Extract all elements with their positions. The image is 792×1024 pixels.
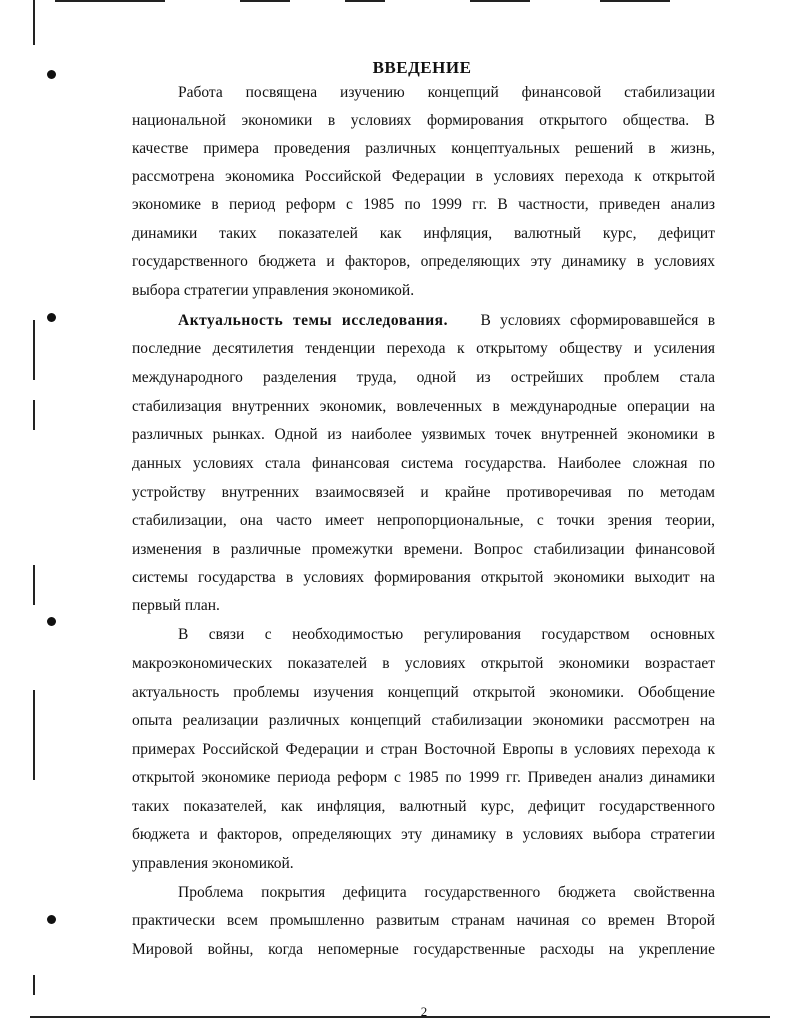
scan-margin-line [33, 0, 35, 45]
binder-hole-mark [47, 617, 56, 626]
text-line: последние десятилетия тенденции перехода к открытому обществу и усиления [132, 340, 715, 357]
text-line: системы государства в условиях формирования открытой экономики выходит на [132, 569, 715, 586]
text-line: управления экономикой. [132, 855, 294, 872]
text-line: В связи с необходимостью регулирования государством основных [178, 626, 715, 643]
scan-margin-line [33, 565, 35, 605]
binder-hole-mark [47, 915, 56, 924]
text-line: бюджета и факторов, определяющих эту динамику в условиях выбора стратегии [132, 826, 715, 843]
text-line: выбора стратегии управления экономикой. [132, 282, 415, 299]
text-line: Проблема покрытия дефицита государственного бюджета свойственна [178, 884, 715, 901]
section-heading: Актуальность темы исследования. [178, 312, 448, 329]
scan-margin-line [33, 975, 35, 995]
scan-artifact-top-3 [345, 0, 385, 2]
text-line: изменения в различные промежутки времени. Вопрос стабилизации финансовой [132, 541, 715, 558]
text-line: стабилизации, она часто имеет непропорциональные, с точки зрения теории, [132, 512, 715, 529]
scan-artifact-top-5 [600, 0, 670, 2]
text-fragment: В условиях сформировавшейся в [480, 312, 716, 329]
text-line: качестве примера проведения различных концептуальных решений в жизнь, [132, 140, 715, 157]
text-line: опыта реализации различных концепций стабилизации экономики рассмотрен на [132, 712, 715, 729]
scan-artifact-top-2 [240, 0, 290, 2]
text-line: стабилизация внутренних экономик, вовлеченных в международные операции на [132, 398, 715, 415]
scan-artifact-top-1 [55, 0, 165, 2]
text-line: рассмотрена экономика Российской Федерации в условиях перехода к открытой [132, 168, 715, 185]
scan-artifact-top-4 [470, 0, 530, 2]
scan-margin-line [33, 320, 35, 380]
text-line: практически всем промышленно развитым странам начиная со времен Второй [132, 912, 715, 929]
text-line: динамики таких показателей как инфляция, валютный курс, дефицит [132, 225, 715, 242]
text-line: международного разделения труда, одной из острейших проблем стала [132, 369, 715, 386]
text-line: экономике в период реформ с 1985 по 1999 гг. В частности, приведен анализ [132, 196, 715, 213]
text-line: примерах Российской Федерации и стран Восточной Европы в условиях перехода к [132, 741, 715, 758]
text-line: актуальность проблемы изучения концепций открытой экономики. Обобщение [132, 684, 715, 701]
text-line: открытой экономике периода реформ с 1985 по 1999 гг. Приведен анализ динамики [132, 769, 715, 786]
text-line: Мировой войны, когда непомерные государственные расходы на укрепление [132, 941, 715, 958]
text-line: первый план. [132, 597, 220, 614]
scan-margin-line [33, 690, 35, 780]
text-line: различных рынках. Одной из наиболее уязвимых точек внутренней экономики в [132, 426, 715, 443]
text-line: таких показателей, как инфляция, валютный курс, дефицит государственного [132, 798, 715, 815]
text-line: национальной экономики в условиях формирования открытого общества. В [132, 112, 715, 129]
text-line [178, 307, 715, 335]
binder-hole-mark [47, 313, 56, 322]
text-line: устройству внутренних взаимосвязей и крайне противоречивая по методам [132, 484, 715, 501]
text-line: данных условиях стала финансовая система государства. Наиболее сложная по [132, 455, 715, 472]
document-title: ВВЕДЕНИЕ [372, 58, 472, 77]
text-line: государственного бюджета и факторов, определяющих эту динамику в условиях [132, 253, 715, 270]
page-number: 2 [420, 1004, 428, 1019]
text-line: макроэкономических показателей в условиях открытой экономики возрастает [132, 655, 715, 672]
text-line: Работа посвящена изучению концепций финансовой стабилизации [178, 84, 715, 101]
scan-margin-line [33, 400, 35, 430]
